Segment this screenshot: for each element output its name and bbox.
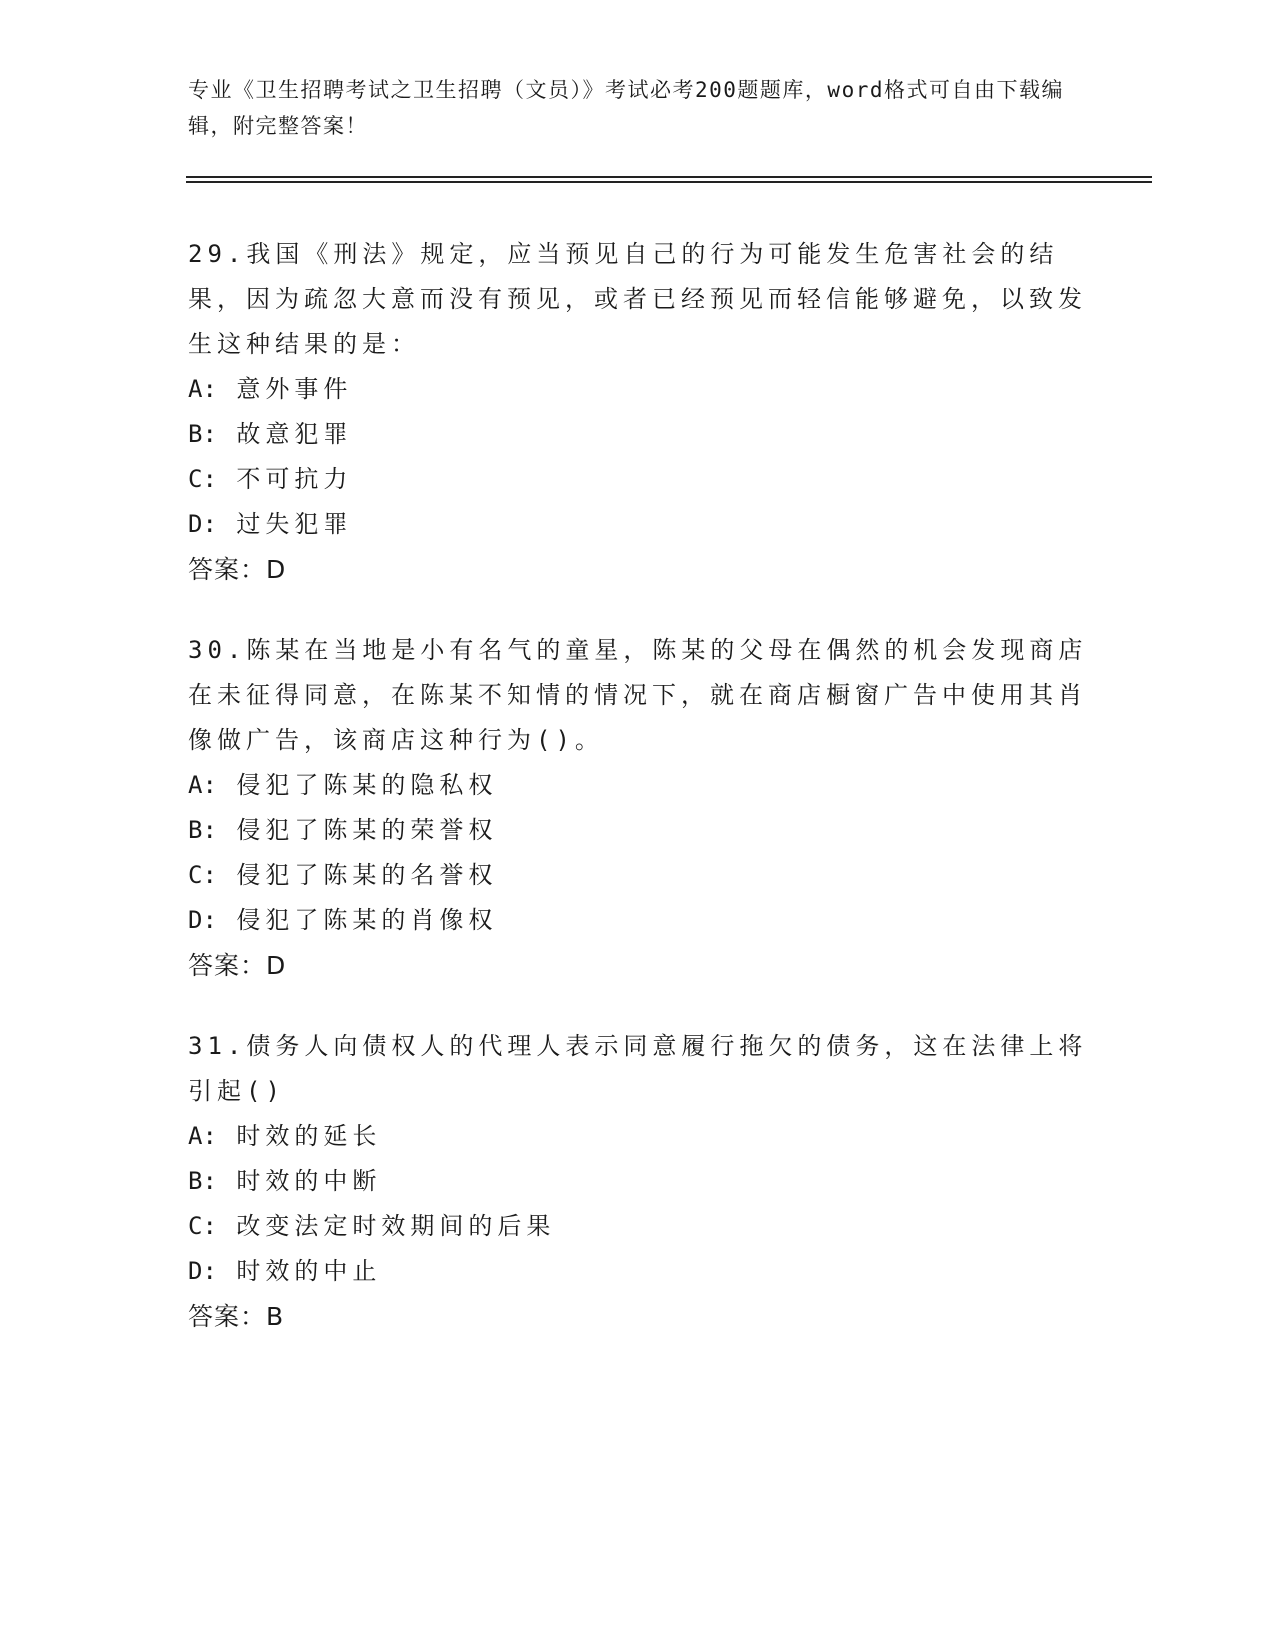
option-letter: B: <box>188 1167 217 1195</box>
option-d <box>188 898 1088 943</box>
option-text: 改变法定时效期间的后果 <box>236 1212 556 1240</box>
option-text: 侵犯了陈某的肖像权 <box>236 906 498 934</box>
option-letter: A: <box>188 1122 217 1150</box>
question-list <box>188 232 1088 1375</box>
option-b <box>188 808 1088 853</box>
option-text: 侵犯了陈某的隐私权 <box>236 771 498 799</box>
header-rule-bottom <box>186 181 1152 183</box>
question-stem: 29.我国《刑法》规定，应当预见自己的行为可能发生危害社会的结果，因为疏忽大意而没有预见，或者已经预见而轻信能够避免，以致发生这种结果的是： <box>188 240 1087 358</box>
option-text: 时效的中止 <box>236 1257 382 1285</box>
option-a <box>188 367 1088 412</box>
question-29 <box>188 232 1088 593</box>
option-letter: D: <box>188 1257 217 1285</box>
option-letter: D: <box>188 510 217 538</box>
answer-label: 答案：B <box>188 1302 285 1331</box>
option-letter: C: <box>188 861 217 889</box>
question-31 <box>188 1024 1088 1340</box>
question-stem: 30.陈某在当地是小有名气的童星，陈某的父母在偶然的机会发现商店在未征得同意，在陈某不知情的情况下，就在商店橱窗广告中使用其肖像做广告，该商店这种行为()。 <box>188 636 1088 754</box>
option-d <box>188 1249 1088 1294</box>
option-letter: A: <box>188 375 217 403</box>
header-rule-top <box>186 176 1152 178</box>
option-text: 不可抗力 <box>236 465 353 493</box>
option-letter: B: <box>188 420 217 448</box>
option-text: 意外事件 <box>236 375 353 403</box>
option-letter: C: <box>188 1212 217 1240</box>
option-letter: B: <box>188 816 217 844</box>
answer-label: 答案：D <box>188 555 287 584</box>
option-text: 时效的延长 <box>236 1122 382 1150</box>
option-text: 过失犯罪 <box>236 510 353 538</box>
option-a <box>188 1114 1088 1159</box>
option-d <box>188 502 1088 547</box>
question-stem: 31.债务人向债权人的代理人表示同意履行拖欠的债务，这在法律上将引起() <box>188 1032 1088 1105</box>
question-30 <box>188 628 1088 989</box>
option-b <box>188 1159 1088 1204</box>
option-text: 故意犯罪 <box>236 420 353 448</box>
option-c <box>188 1204 1088 1249</box>
option-text: 侵犯了陈某的荣誉权 <box>236 816 498 844</box>
option-text: 时效的中断 <box>236 1167 382 1195</box>
option-letter: D: <box>188 906 217 934</box>
option-text: 侵犯了陈某的名誉权 <box>236 861 498 889</box>
option-c <box>188 853 1088 898</box>
answer-label: 答案：D <box>188 951 287 980</box>
option-b <box>188 412 1088 457</box>
option-letter: A: <box>188 771 217 799</box>
option-letter: C: <box>188 465 217 493</box>
option-c <box>188 457 1088 502</box>
document-header: 专业《卫生招聘考试之卫生招聘（文员）》考试必考200题题库，word格式可自由下载编辑，附完整答案！ <box>188 78 1064 138</box>
option-a <box>188 763 1088 808</box>
